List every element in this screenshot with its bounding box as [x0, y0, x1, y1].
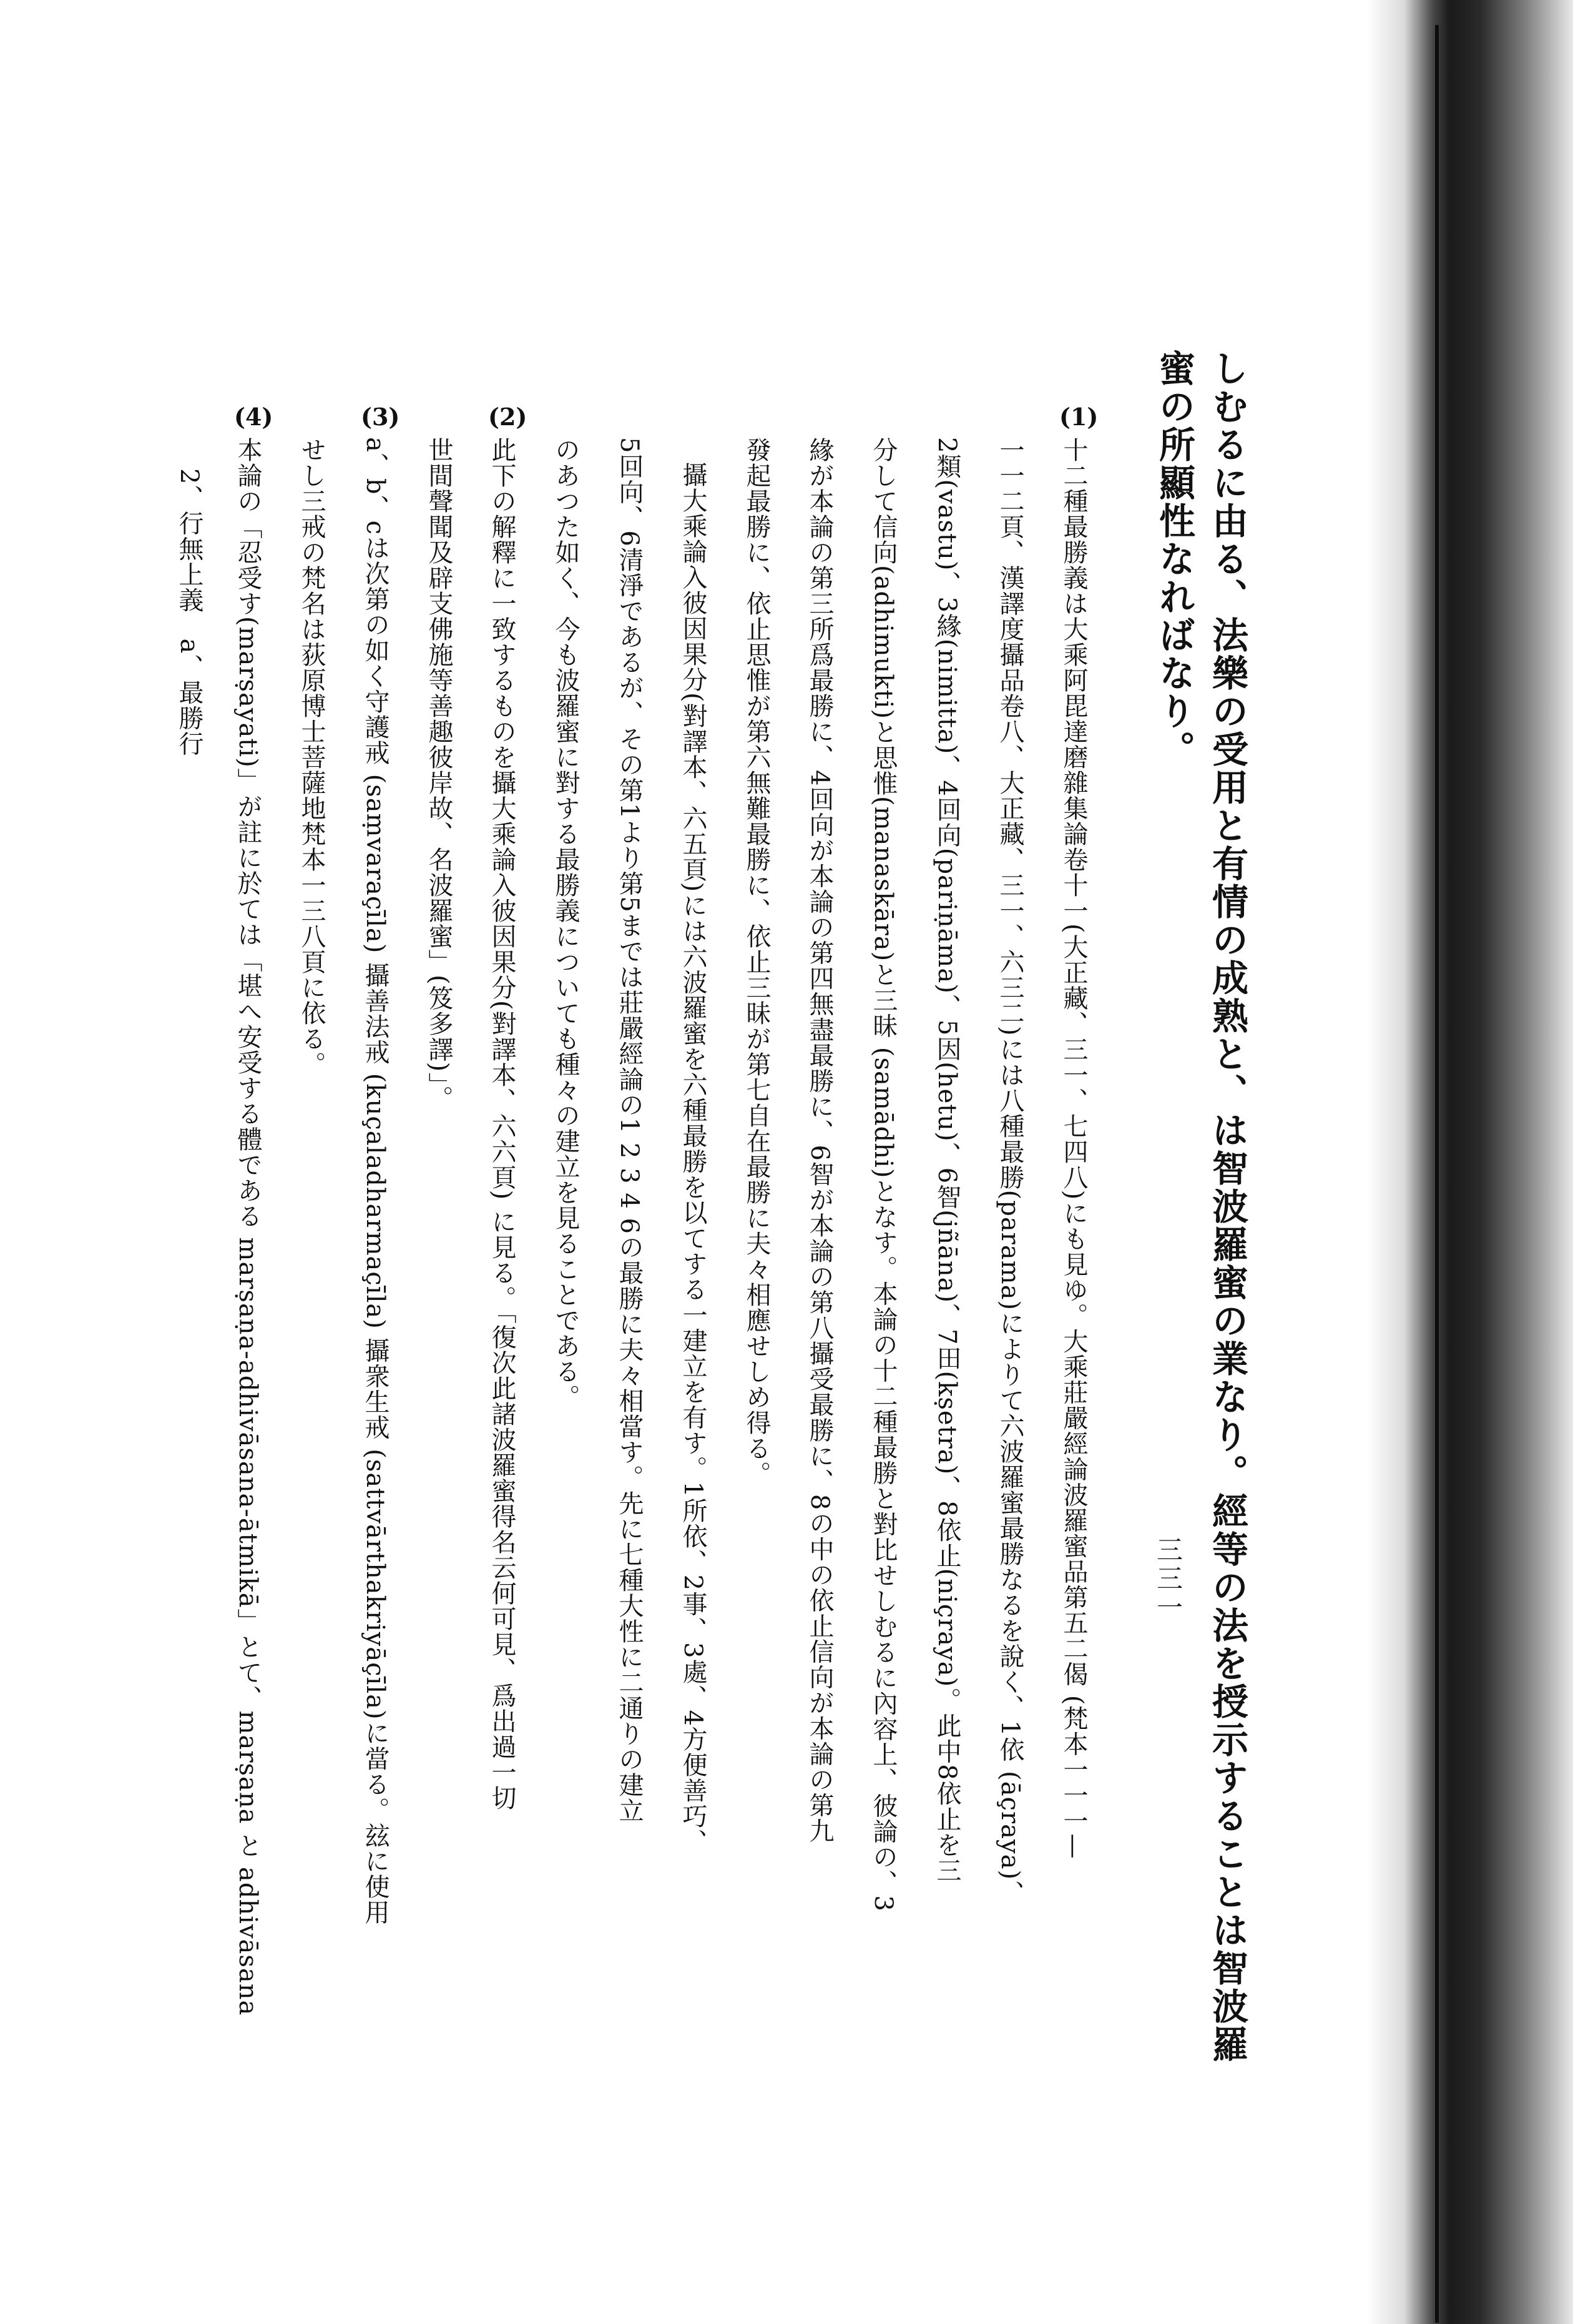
- note-1-line: 2類(vastu)、3緣(nimitta)、4回向(pariṇāma)、5因(hetu)、6智(jñāna)、7田(kṣetra)、8依止(niçraya)。此中8依止を三: [933, 437, 961, 1883]
- note-1-line: のあつた如く、今も波羅蜜に對する最勝義についても種々の建立を見ることである。: [551, 437, 580, 1410]
- note-1-line: 分して信向(adhimukti)と思惟(manaskāra)と三昧 (samādhi)となす。本論の十二種最勝と對比せしむるに內容上、彼論の、3: [869, 437, 898, 1912]
- note-2-line: 世間聲聞及辟支佛施等善趣彼岸故、名波羅蜜」(笈多譯)」。: [424, 437, 453, 1111]
- note-number-3: (3): [361, 403, 400, 431]
- note-2-line: 此下の解釋に一致するものを攝大乘論入彼因果分(對譯本、六六頁) に見る。「復次此諸波羅蜜得名云何可見、爲出過一切: [488, 437, 516, 1811]
- note-3-line: a、b、cは次第の如く守護戒 (saṃvaraçīla) 攝善法戒 (kuçaladharmaçīla) 攝衆生戒 (sattvārthakriyāçīla)に當る。玆に使用: [361, 437, 390, 1925]
- binding-edge-line: [1435, 25, 1439, 2323]
- book-binding-shadow: [1367, 0, 1573, 2324]
- note-1-line: 5回向、6清淨であるが、その第1より第5までは莊嚴經論の1 2 3 4 6の最勝に夫々相當す。先に七種大性に二通りの建立: [615, 437, 644, 1823]
- section-heading: 2、行無上義 a、最勝行: [175, 468, 203, 757]
- note-1-line: 緣が本論の第三所爲最勝に、4回向が本論の第四無盡最勝に、6智が本論の第八攝受最勝に、8の中の依止信向が本論の第九: [805, 437, 834, 1844]
- page-number: 三三一: [1153, 1536, 1183, 1622]
- note-1-line: 攝大乘論入彼因果分(對譯本、六五頁)には六波羅蜜を六種最勝を以てする一建立を有す。1所依、2事、3處、4方便善巧、: [679, 462, 707, 1855]
- note-1-line: 發起最勝に、依止思惟が第六無難最勝に、依止三昧が第七自在最勝に夫々相應せしめ得る。: [742, 437, 771, 1487]
- note-number-4: (4): [234, 403, 273, 431]
- note-number-1: (1): [1059, 403, 1099, 431]
- note-1-line: 一一二頁、漢譯度攝品卷八、大正藏、三一、六三二)には八種最勝(parama)によりて六波羅蜜最勝なるを說く、1依 (āçraya)、: [996, 437, 1024, 1906]
- note-4-line: 本論の「忍受す(marṣayati)」が註に於ては「堪へ安受する體である marṣaṇa-adhivāsana-ātmikā」とて、marṣaṇa と adhivāsana: [233, 437, 262, 2016]
- note-number-2: (2): [488, 403, 527, 431]
- note-1-line: 十二種最勝義は大乘阿毘達磨雜集論卷十一(大正藏、三一、七四八)にも見ゆ。大乘莊嚴經論波羅蜜品第五二偈 (梵本一一一—: [1059, 437, 1088, 1859]
- note-3-line: せし三戒の梵名は荻原博士菩薩地梵本一三八頁に依る。: [297, 437, 326, 1077]
- main-text-line-1: しむるに由る、法樂の受用と有情の成熟と、は智波羅蜜の業なり。經等の法を授示することは智波羅: [1206, 350, 1248, 2064]
- main-text-line-2: 蜜の所顯性なればなり。: [1153, 350, 1195, 769]
